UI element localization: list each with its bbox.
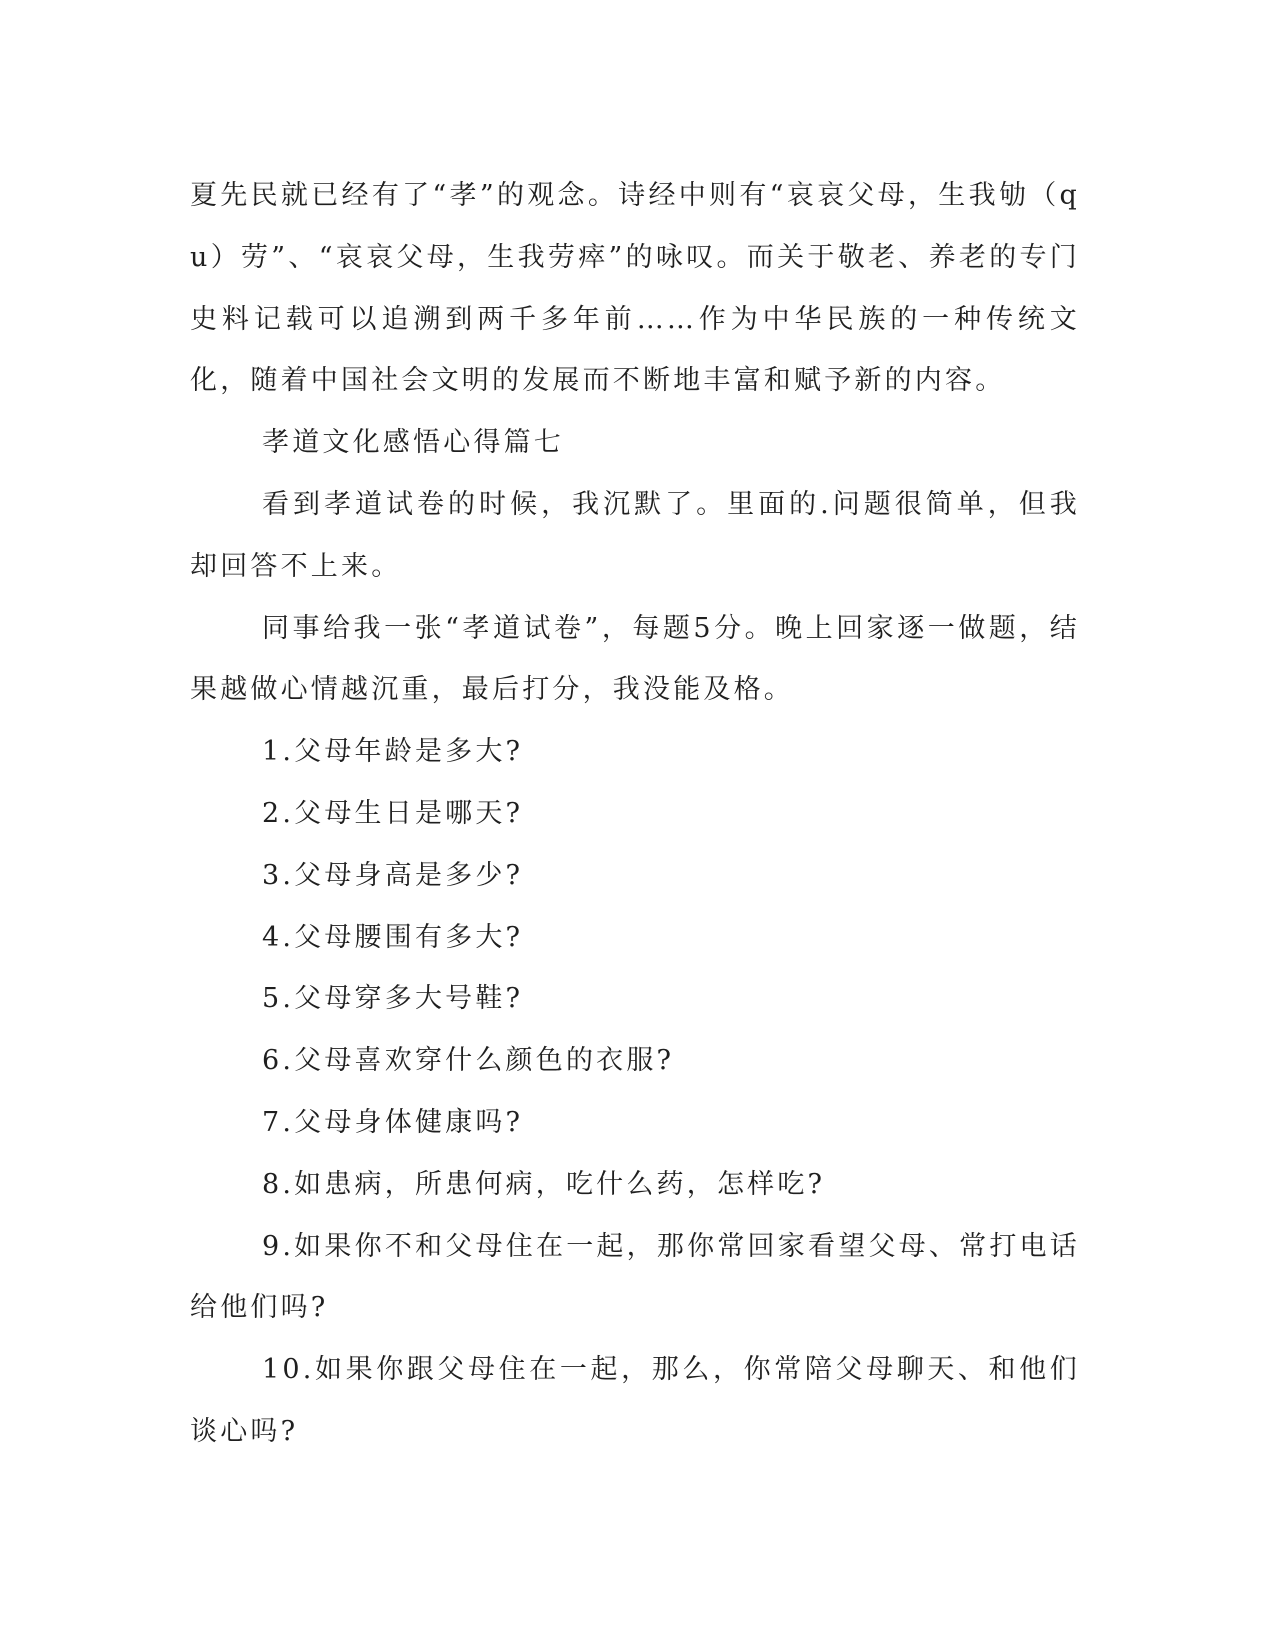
question-item: 9.如果你不和父母住在一起，那你常回家看望父母、常打电话给他们吗?: [190, 1230, 1080, 1324]
question-item: 7.父母身体健康吗?: [262, 1106, 524, 1138]
intro-paragraph: 夏先民就已经有了“孝”的观念。诗经中则有“哀哀父母，生我劬（qu）劳”、“哀哀父母，生我劳瘁”的咏叹。而关于敬老、养老的专门史料记载可以追溯到两千多年前……作为中华民族的一种传统文化，随着中国社会文明的发展而不断地丰富和赋予新的内容。: [190, 180, 1080, 397]
question-item: 10.如果你跟父母住在一起，那么，你常陪父母聊天、和他们谈心吗?: [190, 1354, 1080, 1447]
question-item: 5.父母穿多大号鞋?: [262, 983, 524, 1015]
body-paragraph: 同事给我一张“孝道试卷”，每题5分。晚上回家逐一做题，结果越做心情越沉重，最后打分，我没能及格。: [190, 612, 1080, 706]
question-item: 4.父母腰围有多大?: [262, 921, 524, 953]
question-item: 3.父母身高是多少?: [262, 859, 524, 891]
question-item: 8.如患病，所患何病，吃什么药，怎样吃?: [262, 1168, 826, 1200]
question-item: 1.父母年龄是多大?: [262, 736, 524, 768]
question-item: 2.父母生日是哪天?: [262, 797, 524, 829]
body-paragraph: 看到孝道试卷的时候，我沉默了。里面的.问题很简单，但我却回答不上来。: [190, 488, 1080, 582]
document-body: [190, 165, 1080, 1463]
section-heading: 孝道文化感悟心得篇七: [262, 427, 564, 459]
question-item: 6.父母喜欢穿什么颜色的衣服?: [262, 1045, 675, 1077]
